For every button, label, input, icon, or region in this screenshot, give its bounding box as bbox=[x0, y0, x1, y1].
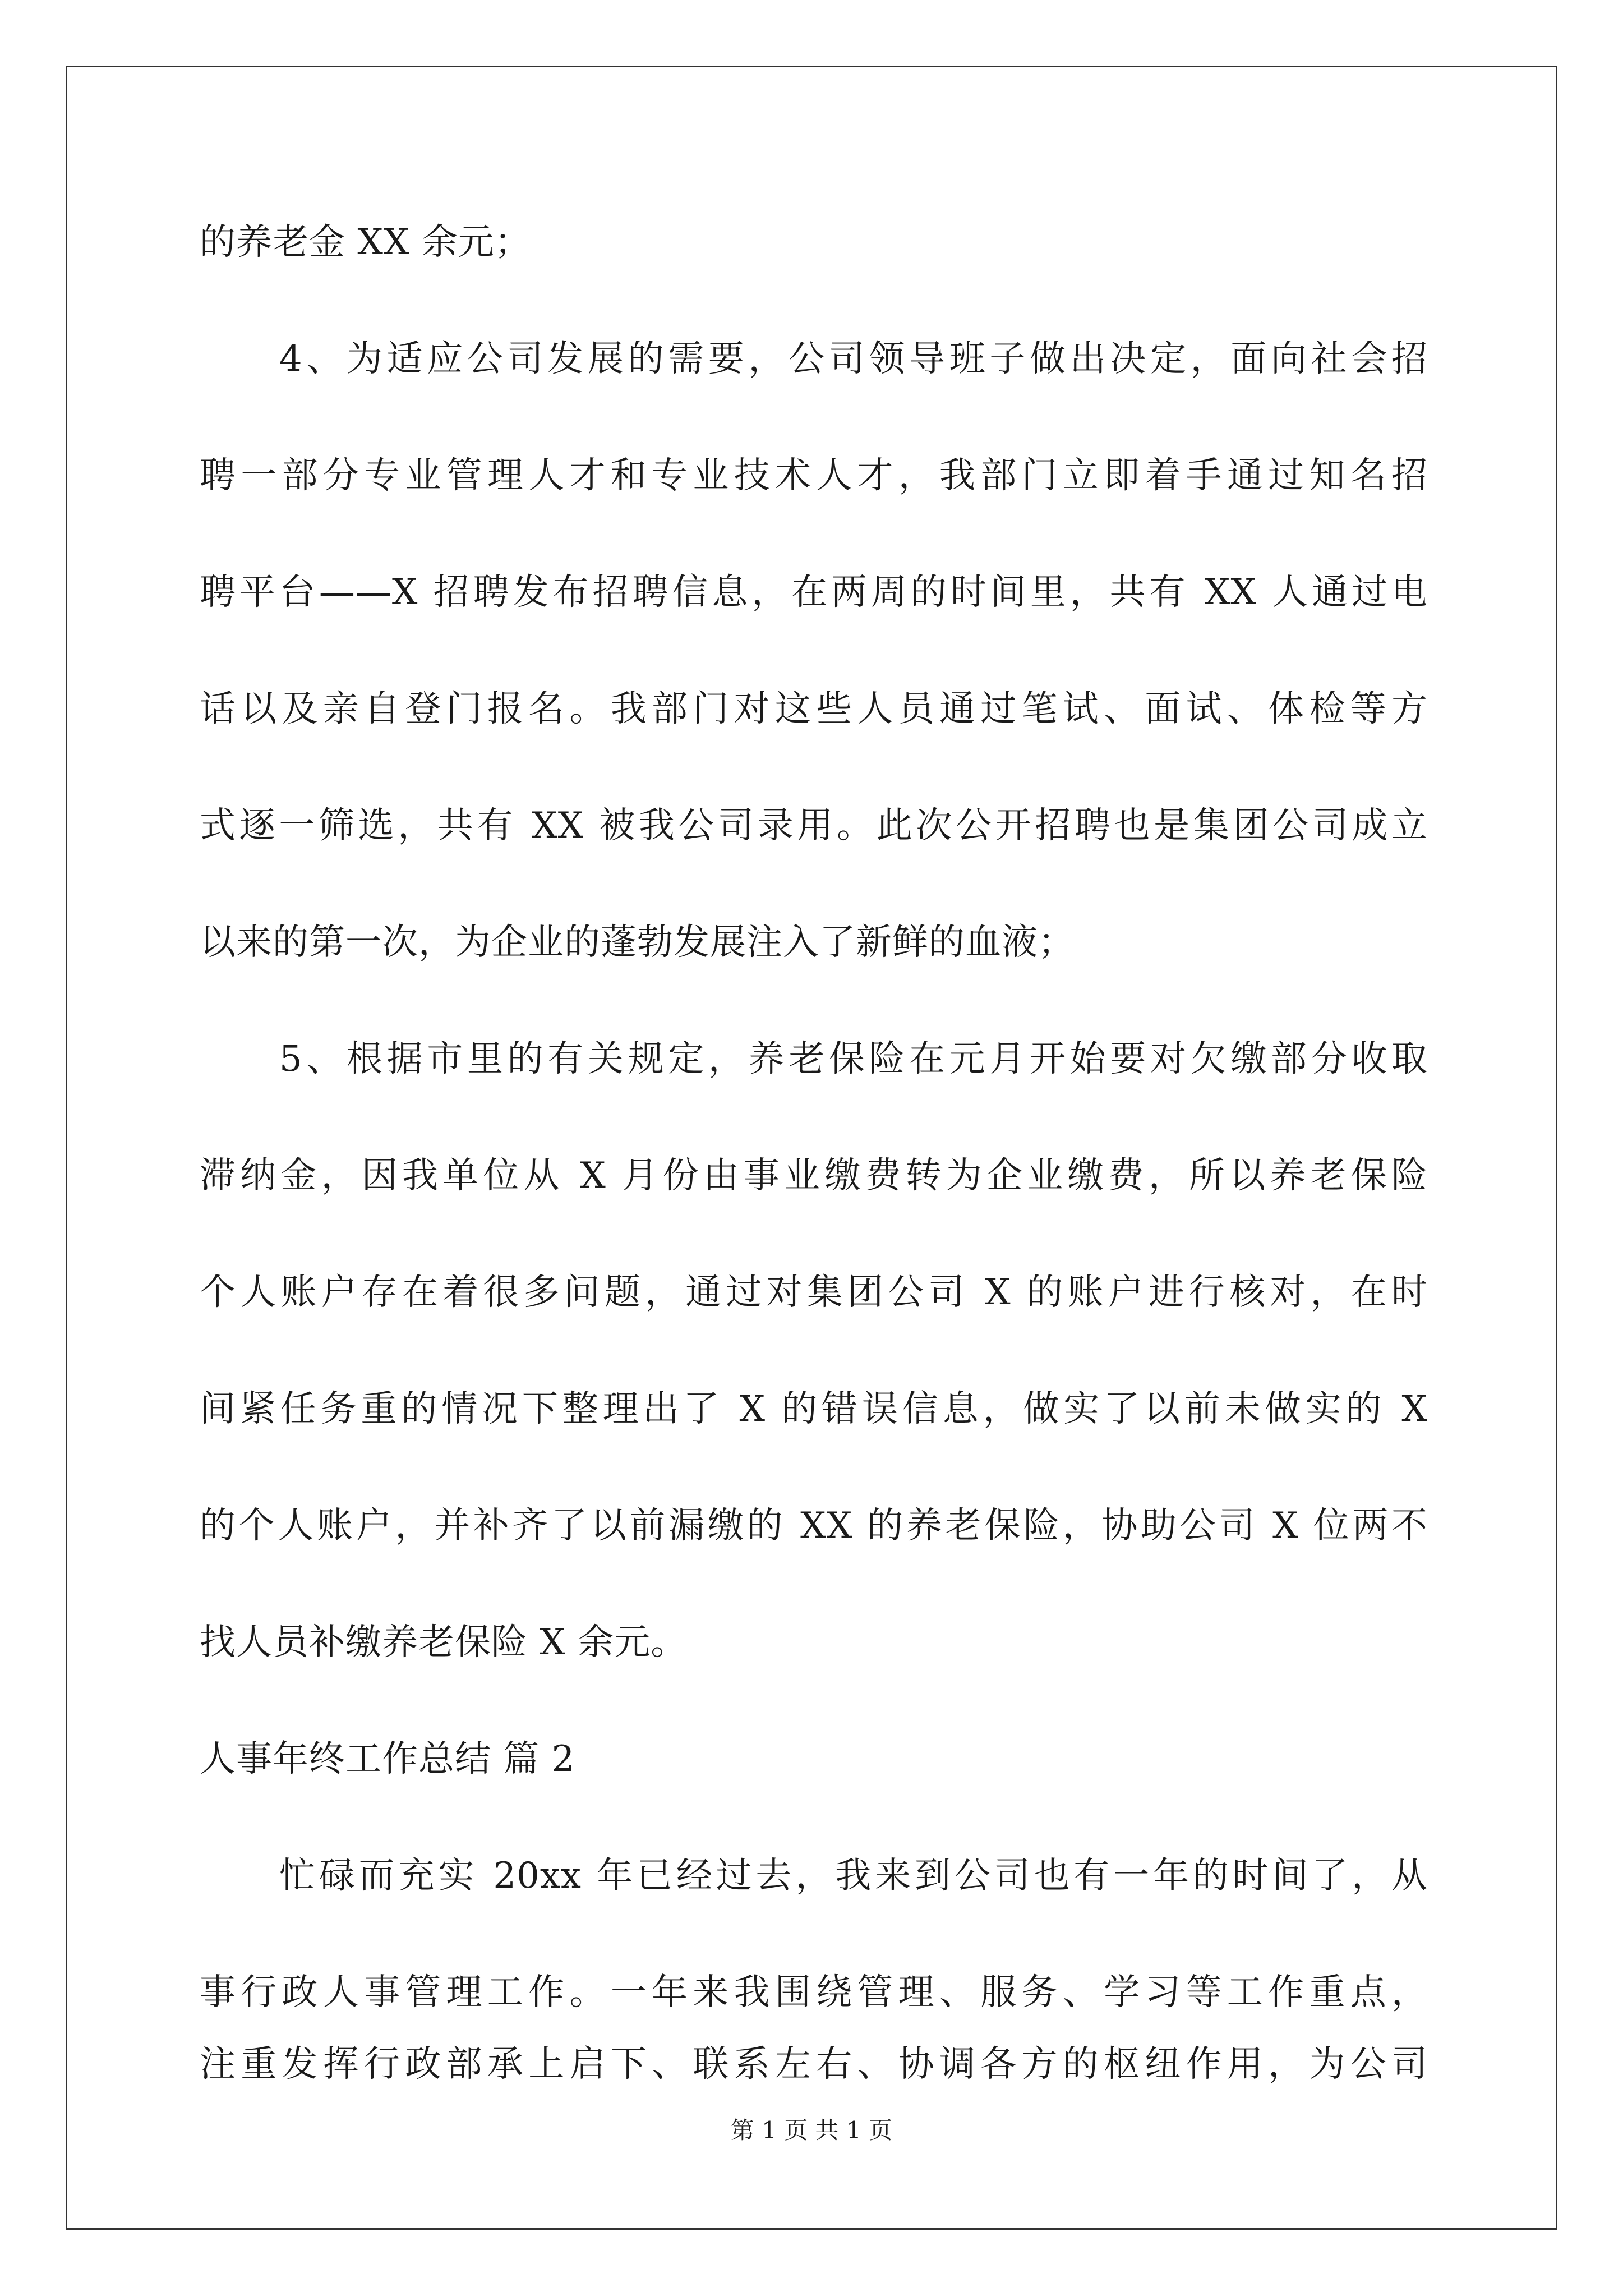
text-line: 的个人账户，并补齐了以前漏缴的 XX 的养老保险，协助公司 X 位两不 bbox=[200, 1505, 1428, 1547]
paragraph-5-line-1: 5、根据市里的有关规定，养老保险在元月开始要对欠缴部分收取 bbox=[279, 1038, 1428, 1080]
text-line: 话以及亲自登门报名。我部门对这些人员通过笔试、面试、体检等方 bbox=[200, 688, 1428, 730]
page-footer: 第 1 页 共 1 页 bbox=[730, 2116, 893, 2144]
section-heading: 人事年终工作总结 篇 2 bbox=[200, 1738, 575, 1780]
text-line: 找人员补缴养老保险 X 余元。 bbox=[200, 1622, 688, 1663]
text-line: 间紧任务重的情况下整理出了 X 的错误信息，做实了以前未做实的 X bbox=[200, 1388, 1428, 1430]
paragraph-summary-line-1: 忙碌而充实 20xx 年已经过去，我来到公司也有一年的时间了，从 bbox=[279, 1855, 1428, 1897]
text-line: 以来的第一次，为企业的蓬勃发展注入了新鲜的血液； bbox=[200, 922, 1075, 963]
text-line: 聘平台——X 招聘发布招聘信息，在两周的时间里，共有 XX 人通过电 bbox=[200, 572, 1428, 613]
text-line: 注重发挥行政部承上启下、联系左右、协调各方的枢纽作用，为公司 bbox=[200, 2044, 1428, 2085]
text-line: 个人账户存在着很多问题，通过对集团公司 X 的账户进行核对，在时 bbox=[200, 1272, 1428, 1313]
paragraph-4-line-1: 4、为适应公司发展的需要，公司领导班子做出决定，面向社会招 bbox=[279, 338, 1428, 380]
text-line: 的养老金 XX 余元； bbox=[200, 222, 531, 263]
text-line: 滞纳金，因我单位从 X 月份由事业缴费转为企业缴费，所以养老保险 bbox=[200, 1155, 1428, 1197]
text-line: 聘一部分专业管理人才和专业技术人才，我部门立即着手通过知名招 bbox=[200, 455, 1428, 496]
text-line: 式逐一筛选，共有 XX 被我公司录用。此次公开招聘也是集团公司成立 bbox=[200, 805, 1428, 846]
text-line: 事行政人事管理工作。一年来我围绕管理、服务、学习等工作重点， bbox=[200, 1972, 1428, 2013]
page-border bbox=[66, 66, 1557, 2230]
